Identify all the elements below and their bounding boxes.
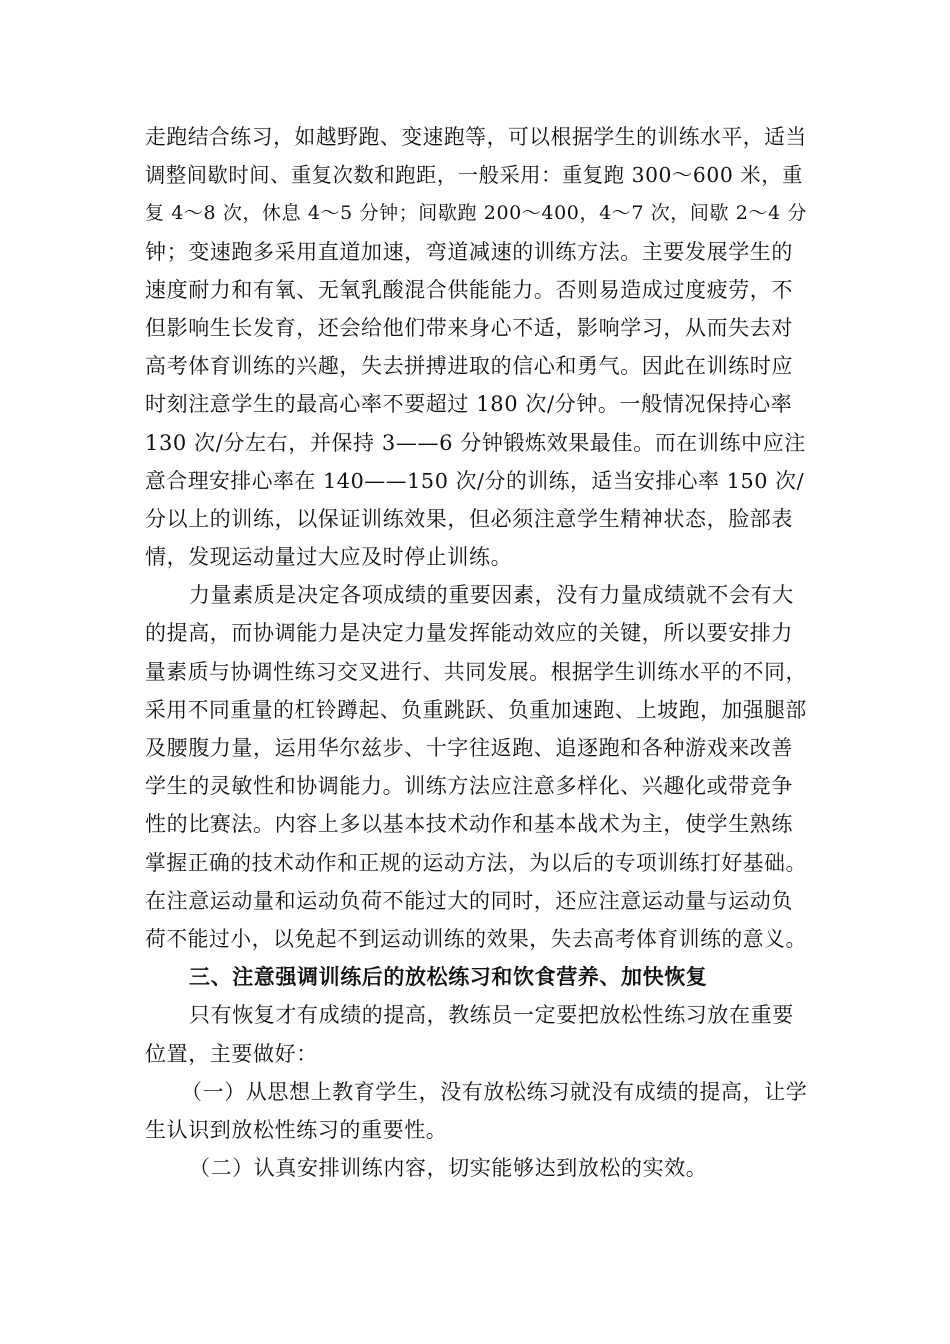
text-line: 调整间歇时间、重复次数和跑距，一般采用：重复跑 300～600 米，重: [145, 163, 803, 188]
text-line: 学生的灵敏性和协调能力。训练方法应注意多样化、兴趣化或带竞争: [145, 774, 793, 799]
text-line: 掌握正确的技术动作和正规的运动方法，为以后的专项训练打好基础。: [145, 850, 807, 875]
text-line: 但影响生长发育，还会给他们带来身心不适，影响学习，从而失去对: [145, 315, 793, 340]
text-line: 只有恢复才有成绩的提高，教练员一定要把放松性练习放在重要: [189, 1003, 794, 1028]
body-text: [145, 118, 810, 1187]
text-line: 量素质与协调性练习交叉进行、共同发展。根据学生训练水平的不同，: [145, 659, 807, 684]
text-line: 时刻注意学生的最高心率不要超过 180 次/分钟。一般情况保持心率: [145, 392, 793, 417]
text-line: 荷不能过小，以免起不到运动训练的效果，失去高考体育训练的意义。: [145, 926, 807, 951]
text-line: 的提高，而协调能力是决定力量发挥能动效应的关键，所以要安排力: [145, 621, 793, 646]
text-line: 性的比赛法。内容上多以基本技术动作和基本战术为主，使学生熟练: [145, 812, 793, 837]
text-line: 力量素质是决定各项成绩的重要因素，没有力量成绩就不会有大: [189, 583, 794, 608]
text-line: 速度耐力和有氧、无氧乳酸混合供能能力。否则易造成过度疲劳，不: [145, 277, 793, 302]
text-line: 位置，主要做好：: [145, 1041, 318, 1066]
section-heading: 三、注意强调训练后的放松练习和饮食营养、加快恢复: [189, 964, 708, 990]
text-line: 情，发现运动量过大应及时停止训练。: [145, 545, 513, 570]
text-line: 分以上的训练，以保证训练效果，但必须注意学生精神状态，脸部表: [145, 506, 793, 531]
text-line: 走跑结合练习，如越野跑、变速跑等，可以根据学生的训练水平，适当: [145, 125, 807, 149]
text-line: 130 次/分左右，并保持 3——6 分钟锻炼效果最佳。而在训练中应注: [145, 430, 806, 455]
text-line: 采用不同重量的杠铃蹲起、负重跳跃、负重加速跑、上坡跑，加强腿部: [145, 697, 807, 722]
text-line: 及腰腹力量，运用华尔兹步、十字往返跑、追逐跑和各种游戏来改善: [145, 736, 793, 760]
text-line: 意合理安排心率在 140——150 次/分的训练，适当安排心率 150 次/: [145, 468, 805, 493]
text-line: （一）从思想上教育学生，没有放松练习就没有成绩的提高，让学: [181, 1079, 808, 1104]
text-line: 复 4～8 次，休息 4～5 分钟；间歇跑 200～400，4～7 次，间歇 2～4 分: [145, 202, 807, 225]
text-line: 生认识到放松性练习的重要性。: [145, 1117, 448, 1142]
text-line: 在注意运动量和运动负荷不能过大的同时，还应注意运动量与运动负: [145, 888, 793, 913]
text-line: 钟；变速跑多采用直道加速，弯道减速的训练方法。主要发展学生的: [145, 239, 793, 264]
text-line: （二）认真安排训练内容，切实能够达到放松的实效。: [189, 1156, 708, 1181]
text-line: 高考体育训练的兴趣，失去拼搏进取的信心和勇气。因此在训练时应: [145, 354, 793, 379]
